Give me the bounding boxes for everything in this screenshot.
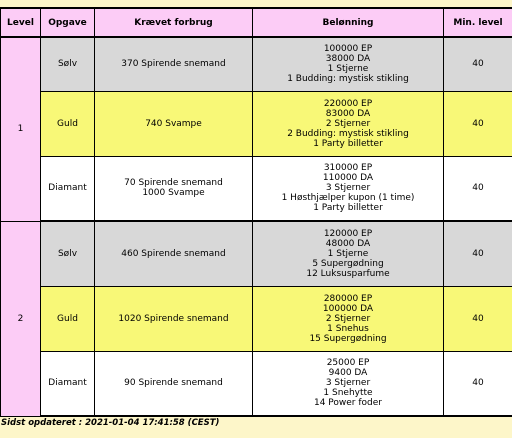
reward-line: 310000 EP [323, 163, 373, 174]
reward-line: 280000 EP [323, 293, 373, 304]
reward-cell [253, 37, 444, 91]
task-tier-cell: Guld [41, 91, 95, 156]
requirement-cell [95, 351, 253, 416]
reward-line: 1 Snehus [327, 323, 369, 334]
reward-line: 25000 EP [326, 358, 370, 369]
table-body [1, 37, 512, 416]
requirement-cell [95, 221, 253, 286]
requirement-cell [95, 156, 253, 221]
reward-cell [253, 286, 444, 351]
reward-line: 1 Høsthjælper kupon (1 time) [281, 193, 415, 204]
requirement-cell [95, 37, 253, 91]
requirement-line: 740 Svampe [145, 118, 202, 129]
table-row [1, 351, 512, 416]
requirement-cell [95, 286, 253, 351]
header-requirement: Krævet forbrug [95, 8, 253, 37]
task-tier-cell: Guld [41, 286, 95, 351]
min-level-cell: 40 [444, 37, 512, 91]
task-tier-cell: Sølv [41, 221, 95, 286]
task-tier-cell: Sølv [41, 37, 95, 91]
reward-line: 3 Stjerner [325, 378, 371, 389]
min-level-cell: 40 [444, 156, 512, 221]
level-cell: 2 [1, 221, 41, 416]
reward-line: 3 Stjerner [325, 183, 371, 194]
reward-line: 12 Luksusparfume [306, 268, 390, 279]
table-row [1, 156, 512, 221]
table-row [1, 221, 512, 286]
header-reward: Belønning [253, 8, 444, 37]
reward-line: 2 Budding: mystisk stikling [287, 128, 409, 139]
requirement-line: 1020 Spirende snemand [118, 313, 229, 324]
reward-line: 100000 DA [322, 303, 374, 314]
min-level-cell: 40 [444, 286, 512, 351]
last-updated-footer: Sidst opdateret : 2021-01-04 17:41:58 (CEST) [1, 418, 220, 428]
level-cell: 1 [1, 37, 41, 221]
reward-line: 2 Stjerner [325, 313, 371, 324]
requirement-line: 90 Spirende snemand [124, 378, 223, 389]
reward-line: 2 Stjerner [325, 118, 371, 129]
reward-line: 1 Stjerne [327, 248, 369, 259]
reward-line: 1 Party billetter [313, 138, 383, 149]
table-row [1, 286, 512, 351]
reward-cell [253, 156, 444, 221]
reward-line: 110000 DA [322, 173, 374, 184]
requirement-line: 370 Spirende snemand [121, 59, 226, 70]
reward-line: 83000 DA [325, 108, 371, 119]
quest-table [0, 7, 512, 417]
requirement-line: 1000 Svampe [142, 188, 205, 199]
reward-line: 15 Supergødning [309, 333, 387, 344]
reward-line: 48000 DA [325, 238, 371, 249]
table-row [1, 91, 512, 156]
reward-line: 9400 DA [328, 368, 368, 379]
min-level-cell: 40 [444, 91, 512, 156]
reward-line: 38000 DA [325, 54, 371, 65]
reward-cell [253, 91, 444, 156]
min-level-cell: 40 [444, 351, 512, 416]
reward-cell [253, 351, 444, 416]
reward-line: 1 Snehytte [323, 388, 373, 399]
reward-cell [253, 221, 444, 286]
reward-line: 1 Budding: mystisk stikling [287, 74, 409, 85]
reward-line: 1 Party billetter [313, 203, 383, 214]
task-tier-cell: Diamant [41, 156, 95, 221]
task-tier-cell: Diamant [41, 351, 95, 416]
min-level-cell: 40 [444, 221, 512, 286]
table-row [1, 37, 512, 91]
reward-line: 5 Supergødning [312, 258, 384, 269]
reward-line: 120000 EP [323, 228, 373, 239]
header-level: Level [1, 8, 41, 37]
header-min-level: Min. level [444, 8, 512, 37]
reward-line: 100000 EP [323, 44, 373, 55]
requirement-cell [95, 91, 253, 156]
header-task: Opgave [41, 8, 95, 37]
requirement-line: 460 Spirende snemand [121, 248, 226, 259]
reward-line: 220000 EP [323, 98, 373, 109]
requirement-line: 70 Spirende snemand [124, 178, 223, 189]
reward-line: 1 Stjerne [327, 64, 369, 75]
reward-line: 14 Power foder [313, 398, 382, 409]
table-header-row [1, 8, 512, 37]
